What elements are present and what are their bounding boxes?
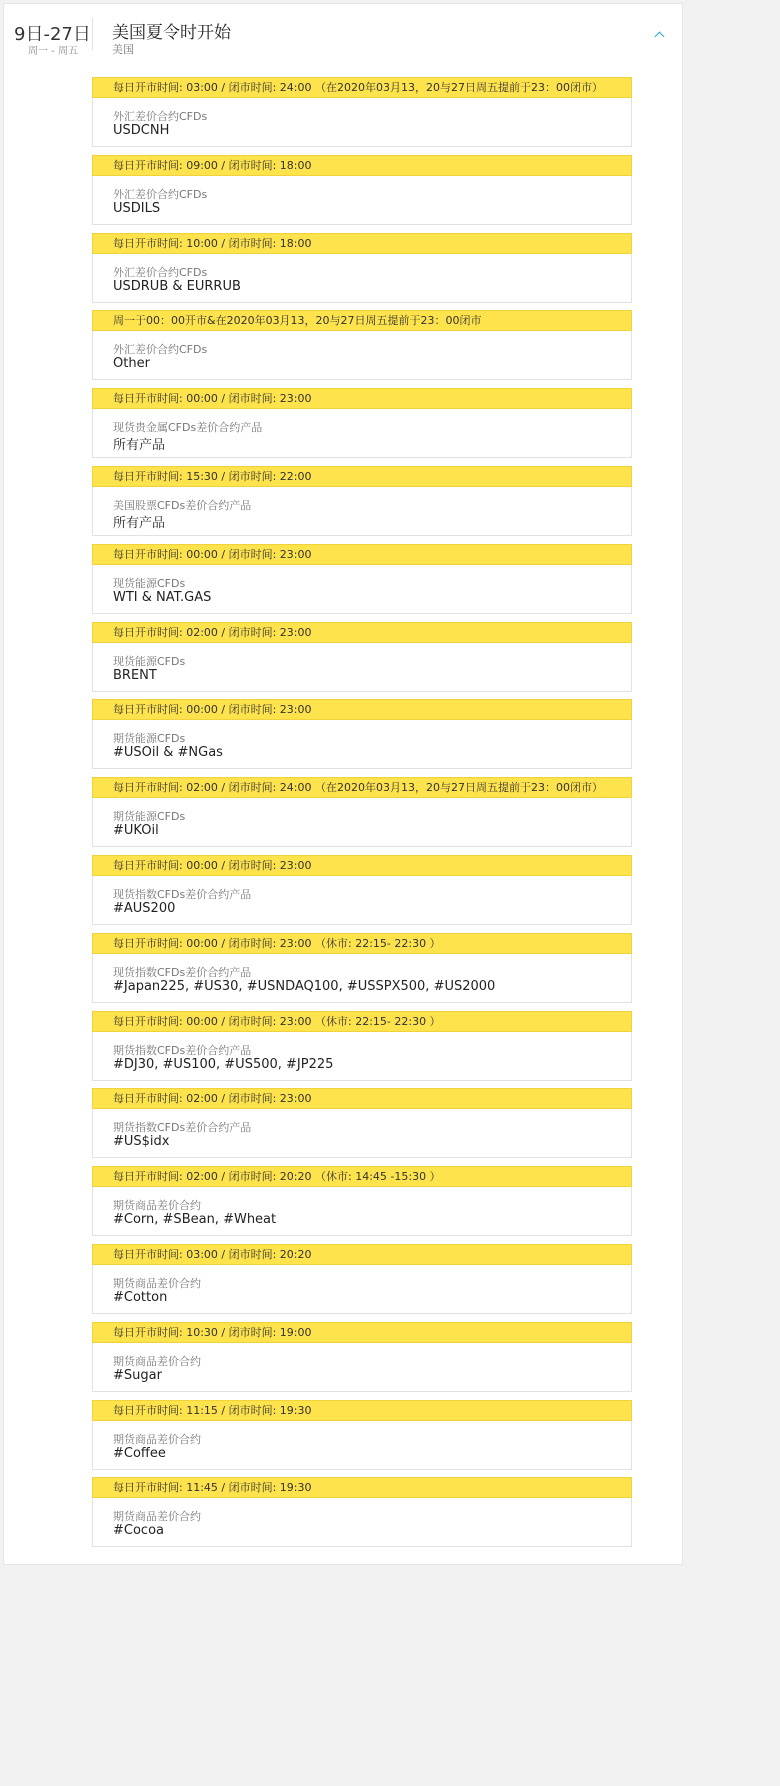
schedule-card bbox=[3, 3, 683, 1565]
instrument-name: #AUS200 bbox=[113, 900, 176, 916]
trading-hours-bar: 每日开市时间: 02:00 / 闭市时间: 23:00 bbox=[92, 622, 632, 643]
instrument-name: 所有产品 bbox=[113, 438, 166, 454]
card-header[interactable] bbox=[4, 4, 682, 74]
date-range: 9日-27日 bbox=[14, 24, 91, 45]
instrument-category: 期货商品差价合约 bbox=[113, 1276, 201, 1290]
schedule-item bbox=[92, 699, 632, 769]
trading-hours-bar: 每日开市时间: 11:45 / 闭市时间: 19:30 bbox=[92, 1477, 632, 1498]
schedule-item bbox=[92, 777, 632, 847]
schedule-item bbox=[92, 155, 632, 225]
schedule-item bbox=[92, 1011, 632, 1081]
schedule-item bbox=[92, 77, 632, 147]
trading-hours-bar: 每日开市时间: 09:00 / 闭市时间: 18:00 bbox=[92, 155, 632, 176]
instrument-category: 期货能源CFDs bbox=[113, 810, 186, 824]
schedule-item bbox=[92, 1477, 632, 1547]
instrument-category: 现货能源CFDs bbox=[113, 654, 186, 668]
instrument-name: #Corn, #SBean, #Wheat bbox=[113, 1212, 277, 1228]
instrument-category: 美国股票CFDs差价合约产品 bbox=[113, 498, 252, 512]
instrument-name: #Coffee bbox=[113, 1445, 166, 1461]
trading-hours-bar: 每日开市时间: 11:15 / 闭市时间: 19:30 bbox=[92, 1400, 632, 1421]
trading-hours-bar: 每日开市时间: 02:00 / 闭市时间: 23:00 bbox=[92, 1088, 632, 1109]
event-region: 美国 bbox=[112, 43, 134, 56]
instrument-box bbox=[92, 1343, 632, 1392]
trading-hours-bar: 周一于00：00开市&在2020年03月13，20与27日周五提前于23：00闭市 bbox=[92, 310, 632, 331]
trading-hours-bar: 每日开市时间: 00:00 / 闭市时间: 23:00 bbox=[92, 855, 632, 876]
schedule-item bbox=[92, 1400, 632, 1470]
instrument-name: #Cocoa bbox=[113, 1523, 164, 1539]
trading-hours-bar: 每日开市时间: 03:00 / 闭市时间: 20:20 bbox=[92, 1244, 632, 1265]
instrument-category: 期货指数CFDs差价合约产品 bbox=[113, 1043, 252, 1057]
trading-hours-bar: 每日开市时间: 02:00 / 闭市时间: 20:20 （休市: 14:45 -15:30 ） bbox=[92, 1166, 632, 1187]
schedule-item bbox=[92, 466, 632, 536]
schedule-item bbox=[92, 1166, 632, 1236]
instrument-name: 所有产品 bbox=[113, 515, 166, 531]
instrument-box bbox=[92, 487, 632, 536]
schedule-item bbox=[92, 1088, 632, 1158]
instrument-box bbox=[92, 643, 632, 692]
instrument-category: 期货商品差价合约 bbox=[113, 1199, 201, 1213]
instrument-name: USDILS bbox=[113, 200, 161, 216]
instrument-box bbox=[92, 1032, 632, 1081]
instrument-name: #USOil & #NGas bbox=[113, 745, 223, 761]
schedule-item bbox=[92, 1322, 632, 1392]
schedule-item bbox=[92, 622, 632, 692]
schedule-item bbox=[92, 855, 632, 925]
instrument-box bbox=[92, 1265, 632, 1314]
instrument-name: USDRUB & EURRUB bbox=[113, 278, 241, 294]
instrument-category: 现货指数CFDs差价合约产品 bbox=[113, 965, 252, 979]
schedule-item bbox=[92, 933, 632, 1003]
instrument-category: 现货指数CFDs差价合约产品 bbox=[113, 887, 252, 901]
instrument-category: 期货指数CFDs差价合约产品 bbox=[113, 1121, 252, 1135]
instrument-box bbox=[92, 1187, 632, 1236]
trading-hours-bar: 每日开市时间: 02:00 / 闭市时间: 24:00 （在2020年03月13，20与27日周五提前于23：00闭市） bbox=[92, 777, 632, 798]
instrument-category: 外汇差价合约CFDs bbox=[113, 187, 208, 201]
instrument-category: 外汇差价合约CFDs bbox=[113, 343, 208, 357]
instrument-box bbox=[92, 798, 632, 847]
instrument-category: 现货能源CFDs bbox=[113, 576, 186, 590]
instrument-category: 期货商品差价合约 bbox=[113, 1510, 201, 1524]
instrument-name: WTI & NAT.GAS bbox=[113, 589, 212, 605]
instrument-name: USDCNH bbox=[113, 123, 170, 138]
instrument-name: #DJ30, #US100, #US500, #JP225 bbox=[113, 1056, 334, 1072]
instrument-box bbox=[92, 720, 632, 769]
schedule-item bbox=[92, 544, 632, 614]
trading-hours-bar: 每日开市时间: 00:00 / 闭市时间: 23:00 bbox=[92, 544, 632, 565]
trading-hours-bar: 每日开市时间: 03:00 / 闭市时间: 24:00 （在2020年03月13，20与27日周五提前于23：00闭市） bbox=[92, 77, 632, 98]
instrument-category: 外汇差价合约CFDs bbox=[113, 110, 208, 123]
instrument-box bbox=[92, 1498, 632, 1547]
instrument-category: 现货贵金属CFDs差价合约产品 bbox=[113, 421, 263, 435]
schedule-item bbox=[92, 233, 632, 303]
instrument-box bbox=[92, 176, 632, 225]
schedule-item bbox=[92, 388, 632, 458]
instrument-category: 期货商品差价合约 bbox=[113, 1354, 201, 1368]
trading-hours-bar: 每日开市时间: 10:00 / 闭市时间: 18:00 bbox=[92, 233, 632, 254]
schedule-item bbox=[92, 1244, 632, 1314]
instrument-name: #Cotton bbox=[113, 1289, 168, 1305]
schedule-item bbox=[92, 310, 632, 380]
weekday-range: 周一 - 周五 bbox=[28, 46, 78, 57]
instrument-box bbox=[92, 876, 632, 925]
header-divider bbox=[92, 18, 93, 50]
trading-hours-bar: 每日开市时间: 15:30 / 闭市时间: 22:00 bbox=[92, 466, 632, 487]
instrument-box bbox=[92, 954, 632, 1003]
instrument-name: Other bbox=[113, 356, 150, 372]
instrument-category: 外汇差价合约CFDs bbox=[113, 265, 208, 279]
instrument-name: #Japan225, #US30, #USNDAQ100, #USSPX500, #US2000 bbox=[113, 978, 496, 994]
instrument-box bbox=[92, 1109, 632, 1158]
schedule-list bbox=[92, 77, 632, 1555]
instrument-name: #Sugar bbox=[113, 1367, 162, 1383]
trading-hours-bar: 每日开市时间: 00:00 / 闭市时间: 23:00 bbox=[92, 388, 632, 409]
instrument-box bbox=[92, 98, 632, 147]
instrument-box bbox=[92, 331, 632, 380]
instrument-box bbox=[92, 254, 632, 303]
trading-hours-bar: 每日开市时间: 10:30 / 闭市时间: 19:00 bbox=[92, 1322, 632, 1343]
instrument-name: #US$idx bbox=[113, 1134, 170, 1150]
instrument-box bbox=[92, 565, 632, 614]
instrument-name: #UKOil bbox=[113, 823, 159, 839]
chevron-up-icon[interactable] bbox=[655, 30, 664, 39]
instrument-box bbox=[92, 1421, 632, 1470]
instrument-box bbox=[92, 409, 632, 458]
trading-hours-bar: 每日开市时间: 00:00 / 闭市时间: 23:00 bbox=[92, 699, 632, 720]
event-title: 美国夏令时开始 bbox=[112, 23, 231, 43]
trading-hours-bar: 每日开市时间: 00:00 / 闭市时间: 23:00 （休市: 22:15- 22:30 ） bbox=[92, 1011, 632, 1032]
instrument-name: BRENT bbox=[113, 667, 157, 683]
trading-hours-bar: 每日开市时间: 00:00 / 闭市时间: 23:00 （休市: 22:15- 22:30 ） bbox=[92, 933, 632, 954]
instrument-category: 期货能源CFDs bbox=[113, 732, 186, 746]
instrument-category: 期货商品差价合约 bbox=[113, 1432, 201, 1446]
